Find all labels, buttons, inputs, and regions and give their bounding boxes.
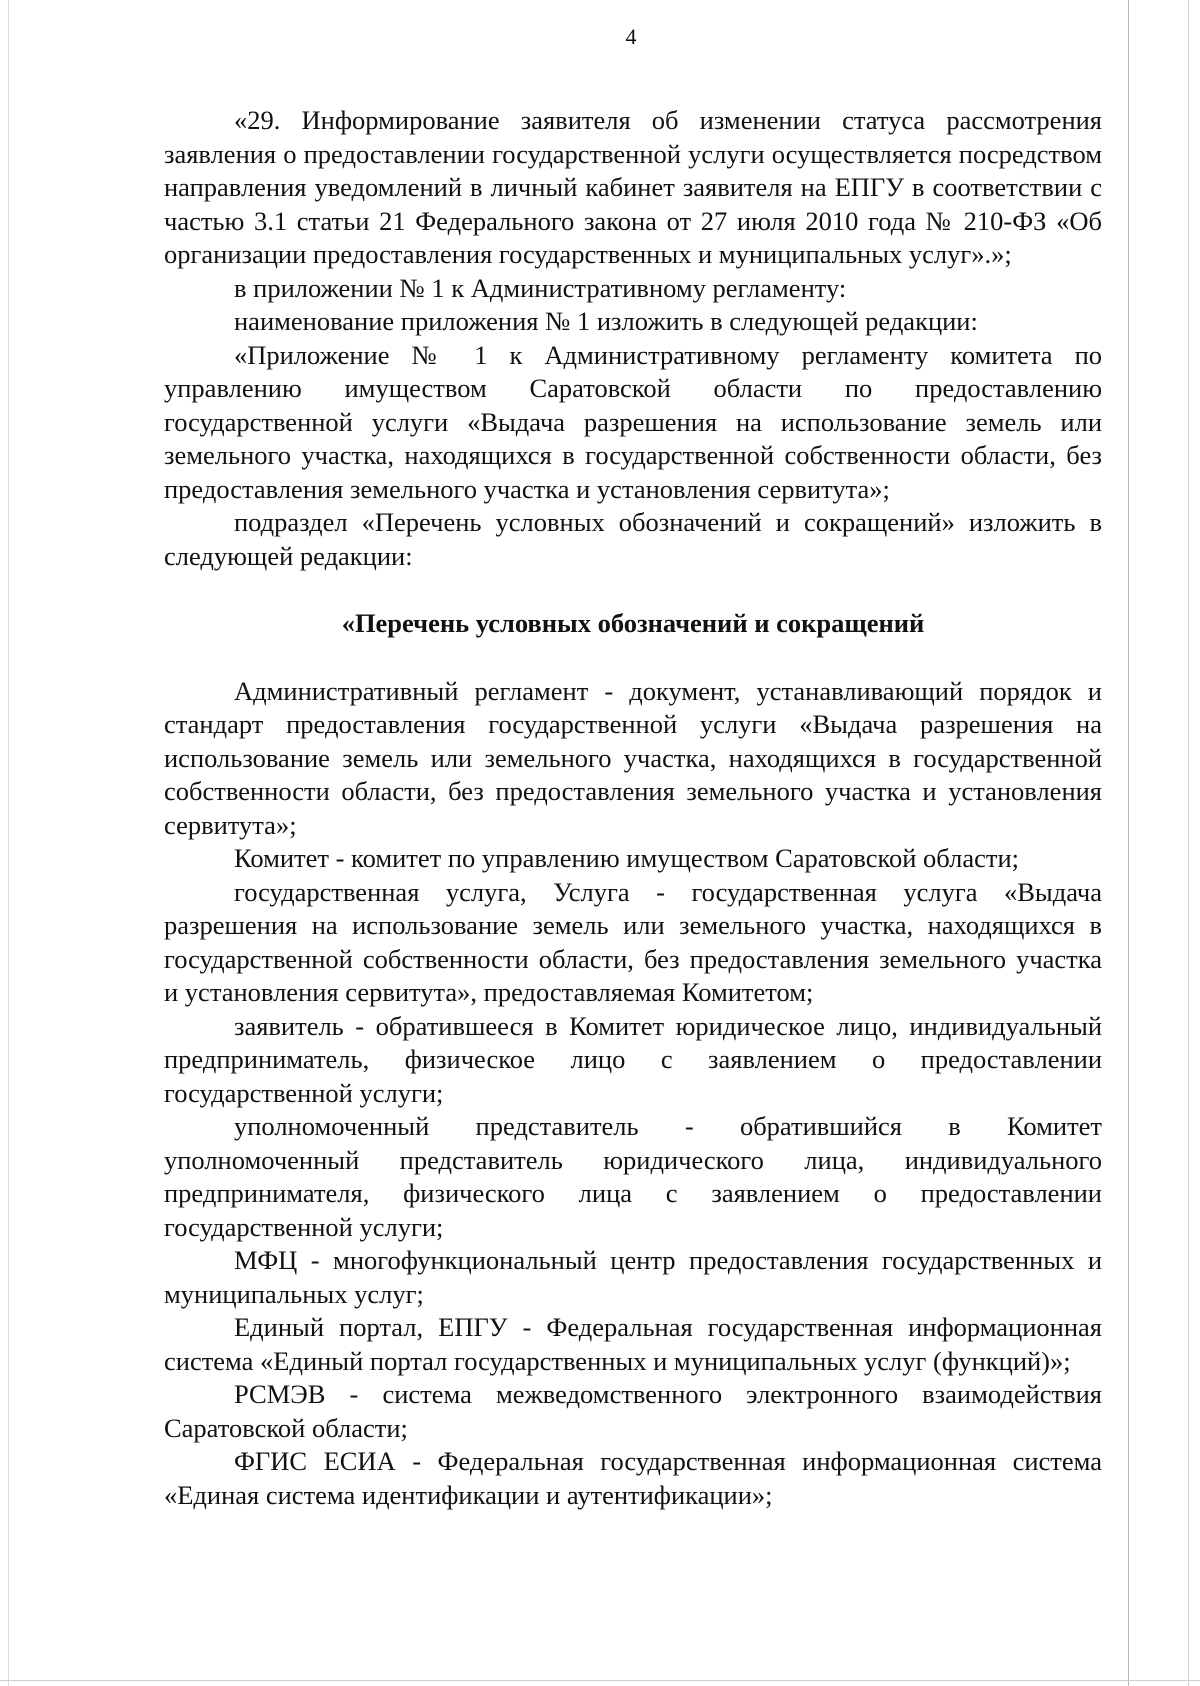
definition-authorized-representative: уполномоченный представитель - обратившийся в Комитет уполномоченный представитель юридического лица, индивидуального предпринимателя, физического лица с заявлением о предоставлении государственной услуги; — [164, 1111, 1102, 1242]
paragraph-appendix-intro: в приложении № 1 к Административному регламенту: — [234, 272, 847, 303]
page-edge-right — [1128, 0, 1129, 1686]
definition-rsmev: РСМЭВ - система межведомственного электронного взаимодействия Саратовской области; — [164, 1379, 1102, 1443]
page-edge-left — [8, 0, 9, 1686]
definition-mfc: МФЦ - многофункциональный центр предоставления государственных и муниципальных услуг; — [164, 1245, 1102, 1309]
definition-epgu: Единый портал, ЕПГУ - Федеральная государственная информационная система «Единый портал государственных и муниципальных услуг (функций)»; — [164, 1312, 1102, 1376]
page-number: 4 — [625, 24, 637, 49]
definition-state-service: государственная услуга, Услуга - государственная услуга «Выдача разрешения на использование земель или земельного участка, находящихся в государственной собственности области, без предоставления земельного участка и установления сервитута», предоставляемая Комитетом; — [164, 876, 1102, 1007]
paragraph-subsection-intro: подраздел «Перечень условных обозначений и сокращений» изложить в следующей редакции: — [164, 507, 1102, 571]
definition-admin-regulation: Административный регламент - документ, устанавливающий порядок и стандарт предоставления государственной услуги «Выдача разрешения на использование земель или земельного участка, находящихся в государственной собственности области, без предоставления земельного участка и установления сервитута»; — [164, 675, 1102, 840]
definition-fgis-esia: ФГИС ЕСИА - Федеральная государственная информационная система «Единая система идентификации и аутентификации»; — [164, 1446, 1102, 1510]
definition-committee: Комитет - комитет по управлению имуществом Саратовской области; — [234, 843, 1019, 873]
page-edge-bottom — [0, 1680, 1200, 1681]
page-edge-right-outer — [1188, 0, 1189, 1686]
paragraph-appendix-name: наименование приложения № 1 изложить в следующей редакции: — [234, 306, 978, 336]
paragraph-item-29: «29. Информирование заявителя об изменении статуса рассмотрения заявления о предоставлении государственной услуги осуществляется посредством направления уведомлений в личный кабинет заявителя на ЕПГУ в соответствии с частью 3.1 статьи 21 Федерального закона от 27 июля 2010 года № 210-ФЗ «Об организации предоставления государственных и муниципальных услуг».»; — [164, 105, 1102, 269]
paragraph-appendix-title: «Приложение № 1 к Административному регламенту комитета по управлению имуществом Саратовской области по предоставлению государственной услуги «Выдача разрешения на использование земель или земельного участка, находящихся в государственной собственности области, без предоставления земельного участка и установления сервитута»; — [164, 339, 1102, 504]
definition-applicant: заявитель - обратившееся в Комитет юридическое лицо, индивидуальный предприниматель, физическое лицо с заявлением о предоставлении государственной услуги; — [164, 1010, 1102, 1108]
section-heading: «Перечень условных обозначений и сокращений — [341, 608, 925, 638]
document-body — [164, 104, 1102, 1512]
